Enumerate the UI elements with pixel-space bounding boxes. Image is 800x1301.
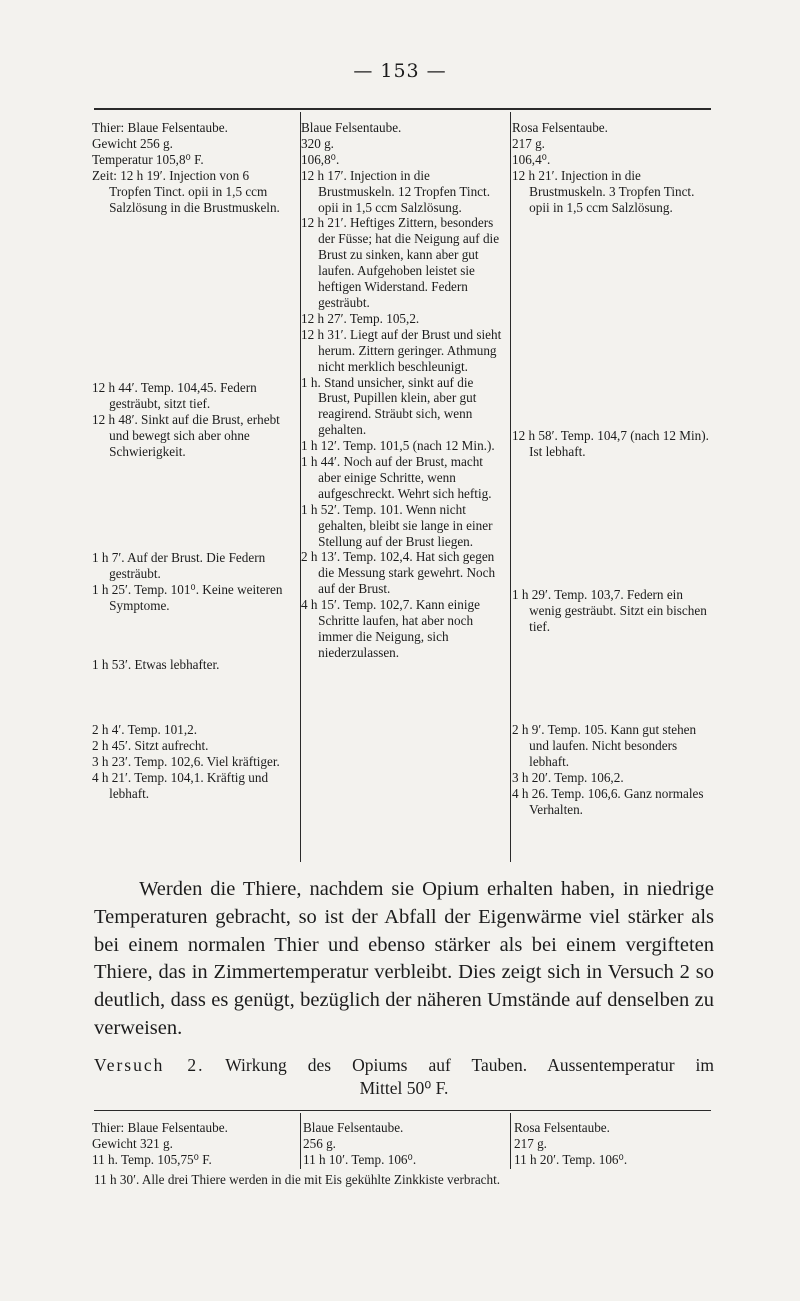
col3-entry: 3 h 20′. Temp. 106,2. [512,769,624,785]
table2-column-3 [514,1120,714,1168]
col2-entry: 2 h 13′. Temp. 102,4. Hat sich gegen die Messung stark gewehrt. Noch auf der Brust. [301,549,496,597]
col1-header-weight: Gewicht 256 g. [92,135,173,151]
col1-entry: 1 h 25′. Temp. 101⁰. Keine weiteren Symptome. [92,581,283,613]
t2-col3-weight: 217 g. [514,1135,547,1151]
col2-header-weight: 320 g. [301,135,334,151]
table1-column-1-part4 [92,657,292,673]
col2-entry: 1 h 44′. Noch auf der Brust, macht aber einige Schritte, wenn aufgeschreckt. Wehrt sich heftig. [301,454,492,501]
col1-entry: 2 h 4′. Temp. 101,2. [92,722,198,737]
col1-entry: 1 h 53′. Etwas lebhafter. [92,657,220,672]
table2-divider-2 [510,1113,511,1169]
experiment-caption [94,1054,714,1100]
col3-header-animal: Rosa Felsentaube. [512,120,608,135]
table2-top-rule [94,1110,711,1111]
col1-entry: 2 h 45′. Sitzt aufrecht. [92,737,209,753]
col3-entry: 2 h 9′. Temp. 105. Kann gut stehen und laufen. Nicht besonders lebhaft. [512,722,697,769]
table2-column-1 [92,1120,297,1168]
table1-column-1 [92,120,292,215]
table2-divider-1 [300,1113,301,1169]
table1-column-1-part2 [92,380,292,460]
t2-col3-animal: Rosa Felsentaube. [514,1120,610,1135]
col2-entry: 1 h. Stand unsicher, sinkt auf die Brust, Pupillen klein, aber gut reagirend. Sträubt sich, wenn gehalten. [301,374,477,438]
col2-entry: 12 h 21′. Heftiges Zittern, besonders der Füsse; hat die Neigung auf die Brust zu sinken, kann aber gut laufen. Aufgehoben leistet sie heftigen Widerstand. Federn gesträubt. [301,215,500,310]
col1-entry: 1 h 7′. Auf der Brust. Die Federn gesträubt. [92,550,266,581]
col2-header-temperature: 106,8⁰. [301,151,340,167]
table1-column-2 [301,120,505,661]
col3-header-temperature: 106,4⁰. [512,151,551,167]
table2-column-2 [303,1120,507,1168]
col1-entry: 12 h 48′. Sinkt auf die Brust, erhebt und bewegt sich aber ohne Schwierigkeit. [92,411,280,459]
table1-divider-2 [510,112,511,862]
col1-entry: 3 h 23′. Temp. 102,6. Viel kräftiger. [92,753,280,769]
col2-entry: 1 h 52′. Temp. 101. Wenn nicht gehalten, bleibt sie lange in einer Stellung auf der Brust liegen. [301,501,493,549]
col2-entry: 1 h 12′. Temp. 101,5 (nach 12 Min.). [301,438,495,454]
col1-entry: 12 h 44′. Temp. 104,45. Federn gesträubt, sitzt tief. [92,380,257,411]
t2-col2-animal: Blaue Felsentaube. [303,1120,404,1135]
table1-column-3 [512,120,712,215]
table1-column-1-part5 [92,722,292,802]
t2-col1-weight: Gewicht 321 g. [92,1135,173,1151]
col1-header-animal: Thier: Blaue Felsentaube. [92,120,228,135]
col2-entry: 4 h 15′. Temp. 102,7. Kann einige Schritte laufen, hat aber noch immer die Neigung, sich niederzulassen. [301,597,480,660]
col3-entry: 12 h 21′. Injection in die Brustmuskeln. 3 Tropfen Tinct. opii in 1,5 ccm Salzlösung. [512,167,695,215]
col3-entry: 4 h 26. Temp. 106,6. Ganz normales Verhalten. [512,785,704,817]
table2-full-line: 11 h 30′. Alle drei Thiere werden in die mit Eis gekühlte Zinkkiste verbracht. [94,1172,501,1187]
caption-text: Wirkung des Opiums auf Tauben. Aussentemperatur im [225,1055,715,1075]
caption-line-2: Mittel 50⁰ F. [359,1078,449,1098]
t2-col1-temp: 11 h. Temp. 105,75⁰ F. [92,1151,212,1167]
col2-header-animal: Blaue Felsentaube. [301,120,402,135]
body-paragraph: Werden die Thiere, nachdem sie Opium erhalten haben, in niedrige Temperaturen gebracht, so ist der Abfall der Eigenwärme viel stärker als bei einem normalen Thier und ebenso stärker als bei einem vergifteten Thiere, das in Zimmertemperatur verbleibt. Dies zeigt sich in Versuch 2 so deutlich, dass es genügt, bezüglich der näheren Umstände auf denselben zu verweisen. [94,878,714,1039]
col1-entry: 4 h 21′. Temp. 104,1. Kräftig und lebhaft. [92,769,269,801]
table1-column-3-part3 [512,587,712,635]
caption-label: Versuch 2. [94,1055,205,1075]
col2-entry: 12 h 31′. Liegt auf der Brust und sieht herum. Zittern geringer. Athmung nicht merklich beschleunigt. [301,326,502,374]
table1-column-1-part3 [92,550,292,614]
t2-col2-weight: 256 g. [303,1135,336,1151]
t2-col2-temp: 11 h 10′. Temp. 106⁰. [303,1151,417,1167]
col3-entry: 1 h 29′. Temp. 103,7. Federn ein wenig gesträubt. Sitzt ein bischen tief. [512,587,707,634]
col1-header-temperature: Temperatur 105,8⁰ F. [92,151,204,167]
col3-header-weight: 217 g. [512,135,545,151]
table1-column-3-part2 [512,428,712,460]
col2-entry: 12 h 27′. Temp. 105,2. [301,310,420,326]
col3-entry: 12 h 58′. Temp. 104,7 (nach 12 Min). Ist lebhaft. [512,428,709,459]
page-number: — 153 — [353,60,447,82]
col1-entry: Zeit: 12 h 19′. Injection von 6 Tropfen Tinct. opii in 1,5 ccm Salzlösung in die Brustmuskeln. [92,167,280,215]
caption-line-1 [94,1054,714,1077]
col2-entry: 12 h 17′. Injection in die Brustmuskeln. 12 Tropfen Tinct. opii in 1,5 ccm Salzlösung. [301,167,490,215]
t2-col3-temp: 11 h 20′. Temp. 106⁰. [514,1151,628,1167]
table1-top-rule [94,108,711,110]
table1-column-3-part4 [512,722,712,817]
t2-col1-animal: Thier: Blaue Felsentaube. [92,1120,228,1135]
